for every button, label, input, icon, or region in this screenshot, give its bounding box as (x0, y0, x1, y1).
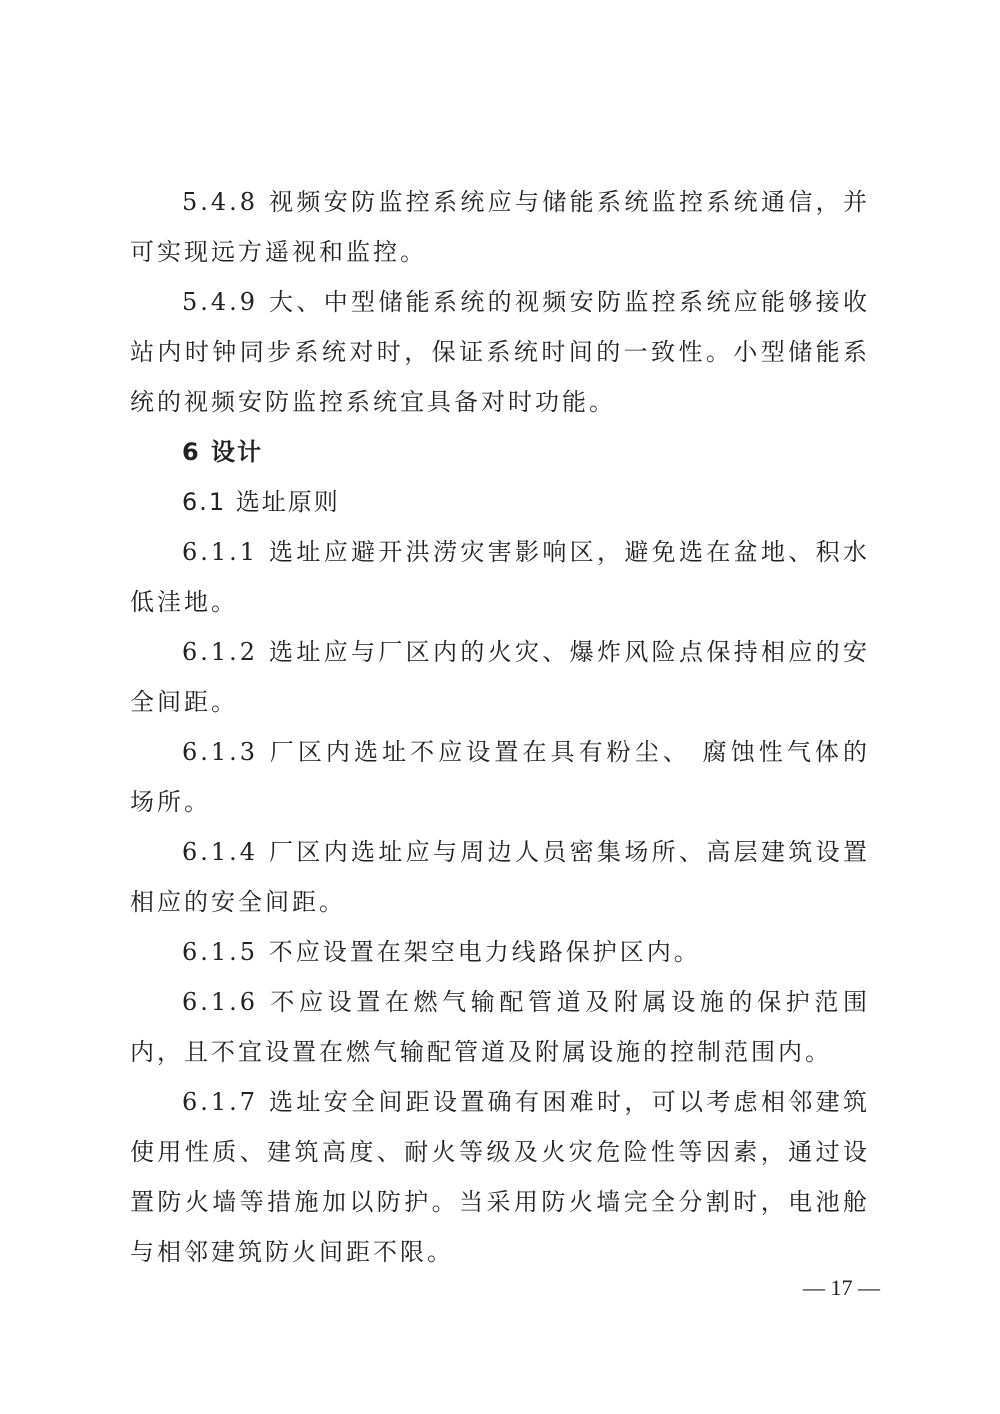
item-6-1-7: 6.1.7 选址安全间距设置确有困难时，可以考虑相邻建筑使用性质、建筑高度、耐火等级及火灾危险性等因素，通过设置防火墙等措施加以防护。当采用防火墙完全分割时，电池舱与相邻建筑防火间距不限。 (130, 1088, 870, 1266)
paragraph-5-4-8: 5.4.8 视频安防监控系统应与储能系统监控系统通信，并可实现远方遥视和监控。 (130, 188, 870, 266)
page-number: — 17 — (803, 1275, 880, 1300)
item-6-1-3: 6.1.3 厂区内选址不应设置在具有粉尘、 腐蚀性气体的场所。 (130, 738, 870, 816)
item-6-1-4: 6.1.4 厂区内选址应与周边人员密集场所、高层建筑设置相应的安全间距。 (130, 838, 870, 916)
section-heading: 6 设计 (182, 438, 264, 466)
item-6-1-5: 6.1.5 不应设置在架空电力线路保护区内。 (182, 938, 701, 966)
item-6-1-2: 6.1.2 选址应与厂区内的火灾、爆炸风险点保持相应的安全间距。 (130, 638, 870, 716)
paragraph-5-4-9: 5.4.9 大、中型储能系统的视频安防监控系统应能够接收站内时钟同步系统对时，保证系统时间的一致性。小型储能系统的视频安防监控系统宜具备对时功能。 (130, 288, 870, 416)
item-6-1-6: 6.1.6 不应设置在燃气输配管道及附属设施的保护范围内，且不宜设置在燃气输配管道及附属设施的控制范围内。 (130, 988, 870, 1066)
item-6-1-1: 6.1.1 选址应避开洪涝灾害影响区，避免选在盆地、积水低洼地。 (130, 538, 870, 616)
subsection-heading: 6.1 选址原则 (182, 488, 340, 516)
document-body (130, 177, 870, 1277)
